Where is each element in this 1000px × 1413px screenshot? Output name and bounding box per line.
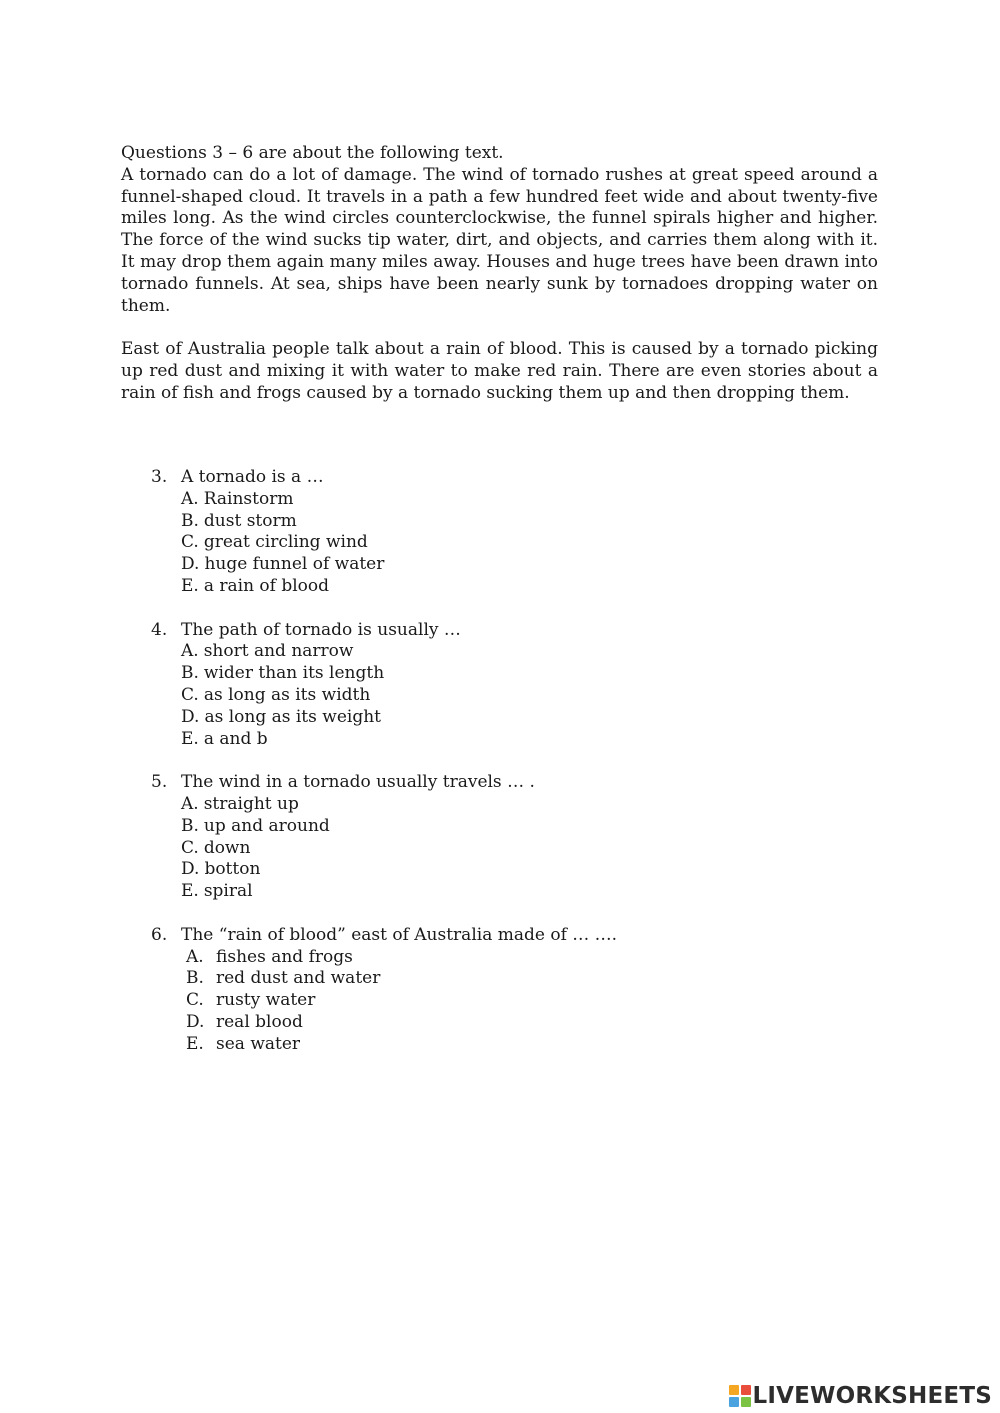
option-e bbox=[121, 576, 878, 598]
liveworksheets-logo bbox=[729, 1383, 992, 1409]
option-letter: D. bbox=[181, 859, 200, 880]
option-list bbox=[121, 641, 878, 750]
question-4 bbox=[121, 620, 878, 751]
option-text: as long as its weight bbox=[204, 706, 381, 727]
option-text: a rain of blood bbox=[203, 575, 330, 596]
question-stem bbox=[121, 925, 878, 947]
question-text: The wind in a tornado usually travels … . bbox=[181, 772, 535, 793]
option-d bbox=[121, 1012, 878, 1034]
question-stem bbox=[121, 620, 878, 642]
option-letter: D. bbox=[186, 1011, 205, 1032]
question-number: 6. bbox=[151, 924, 168, 945]
option-letter: C. bbox=[186, 990, 204, 1011]
option-d bbox=[121, 554, 878, 576]
option-text: a and b bbox=[203, 728, 268, 749]
option-letter: C. bbox=[181, 532, 199, 553]
question-stem bbox=[121, 467, 878, 489]
passage-paragraph-2: East of Australia people talk about a rain of blood. This is caused by a tornado picking up red dust and mixing it with water to make red rain. There are even stories about a rain of fish and frogs caused by a tornado sucking them up and then dropping them. bbox=[121, 339, 878, 403]
logo-square bbox=[729, 1385, 739, 1395]
option-letter: B. bbox=[181, 663, 199, 684]
logo-square bbox=[741, 1385, 751, 1395]
logo-square bbox=[741, 1397, 751, 1407]
option-letter: B. bbox=[181, 815, 199, 836]
logo-square bbox=[729, 1397, 739, 1407]
option-text: fishes and frogs bbox=[216, 946, 353, 967]
question-text: The “rain of blood” east of Australia made of … …. bbox=[181, 924, 618, 945]
option-a bbox=[121, 489, 878, 511]
option-e bbox=[121, 881, 878, 903]
option-text: huge funnel of water bbox=[204, 554, 385, 575]
option-text: short and narrow bbox=[203, 641, 354, 662]
option-a bbox=[121, 794, 878, 816]
option-text: up and around bbox=[203, 815, 330, 836]
option-letter: E. bbox=[181, 575, 199, 596]
passage-intro: Questions 3 – 6 are about the following text. bbox=[121, 143, 504, 163]
option-text: red dust and water bbox=[216, 968, 381, 989]
option-c bbox=[121, 532, 878, 554]
option-text: sea water bbox=[216, 1033, 301, 1054]
option-text: rusty water bbox=[216, 990, 316, 1011]
option-c bbox=[121, 838, 878, 860]
option-b bbox=[121, 968, 878, 990]
option-letter: D. bbox=[181, 554, 200, 575]
option-letter: B. bbox=[181, 510, 199, 531]
option-text: wider than its length bbox=[203, 663, 385, 684]
option-b bbox=[121, 816, 878, 838]
option-letter: A. bbox=[181, 488, 199, 509]
option-text: dust storm bbox=[203, 510, 297, 531]
option-text: botton bbox=[204, 859, 261, 880]
question-6 bbox=[121, 925, 878, 1056]
option-e bbox=[121, 729, 878, 751]
option-text: real blood bbox=[216, 1011, 303, 1032]
option-d bbox=[121, 707, 878, 729]
option-d bbox=[121, 859, 878, 881]
option-list bbox=[121, 794, 878, 903]
question-5 bbox=[121, 772, 878, 903]
option-text: as long as its width bbox=[203, 684, 371, 705]
question-number: 3. bbox=[151, 467, 168, 487]
option-letter: B. bbox=[186, 968, 204, 989]
option-list bbox=[121, 489, 878, 598]
question-number: 5. bbox=[151, 772, 168, 793]
option-e bbox=[121, 1034, 878, 1056]
option-text: down bbox=[203, 837, 251, 858]
option-letter: A. bbox=[181, 641, 199, 662]
passage-paragraph-1: A tornado can do a lot of damage. The wind of tornado rushes at great speed around a funnel-shaped cloud. It travels in a path a few hundred feet wide and about twenty-five miles long. As the wind circles counterclockwise, the funnel spirals higher and higher. The force of the wind sucks tip water, dirt, and objects, and carries them along with it. It may drop them again many miles away. Houses and huge trees have been drawn into tornado funnels. At sea, ships have been nearly sunk by tornadoes dropping water on them. bbox=[121, 164, 878, 316]
option-letter: D. bbox=[181, 706, 200, 727]
option-text: straight up bbox=[203, 793, 299, 814]
option-letter: E. bbox=[181, 728, 199, 749]
option-a bbox=[121, 641, 878, 663]
question-text: The path of tornado is usually … bbox=[181, 619, 461, 640]
logo-squares-icon bbox=[729, 1385, 751, 1407]
option-list bbox=[121, 947, 878, 1056]
option-text: great circling wind bbox=[203, 532, 368, 553]
option-c bbox=[121, 990, 878, 1012]
option-letter: A. bbox=[181, 793, 199, 814]
logo-text: LIVEWORKSHEETS bbox=[752, 1383, 992, 1409]
question-number: 4. bbox=[151, 619, 168, 640]
option-letter: C. bbox=[181, 837, 199, 858]
option-c bbox=[121, 685, 878, 707]
reading-passage bbox=[121, 143, 878, 405]
option-a bbox=[121, 947, 878, 969]
option-letter: E. bbox=[186, 1033, 204, 1054]
option-b bbox=[121, 663, 878, 685]
question-list bbox=[121, 467, 878, 1056]
option-b bbox=[121, 511, 878, 533]
question-text: A tornado is a … bbox=[181, 467, 324, 487]
option-text: spiral bbox=[203, 881, 253, 902]
question-stem bbox=[121, 772, 878, 794]
option-text: Rainstorm bbox=[203, 488, 294, 509]
option-letter: A. bbox=[186, 946, 204, 967]
question-3 bbox=[121, 467, 878, 598]
option-letter: C. bbox=[181, 684, 199, 705]
option-letter: E. bbox=[181, 881, 199, 902]
